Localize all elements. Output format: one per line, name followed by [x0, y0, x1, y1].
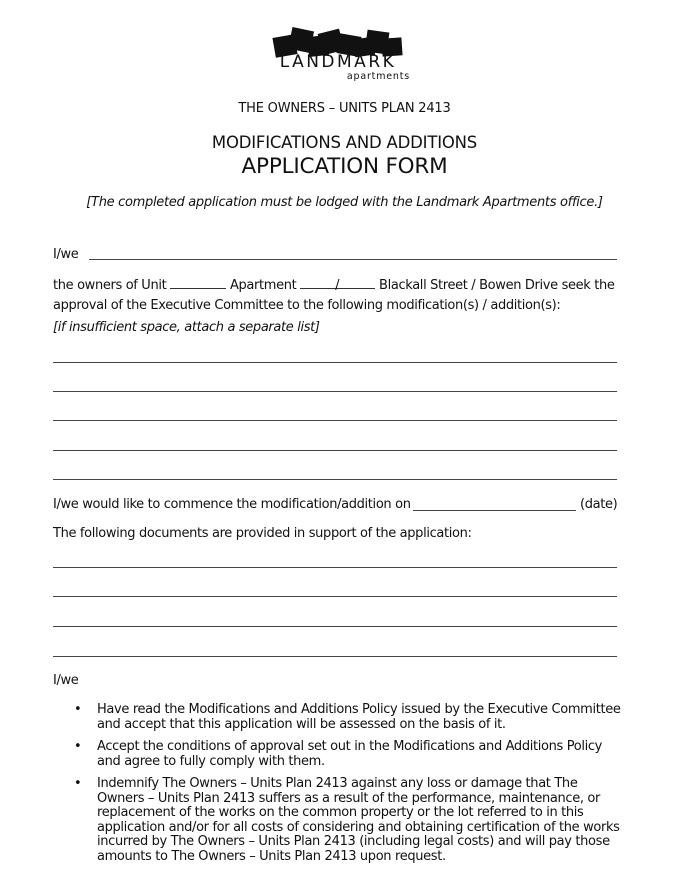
document-line-4[interactable] [53, 656, 617, 657]
bullet-icon: • [74, 739, 82, 754]
declaration-line: and accept that this application will be assessed on the basis of it. [97, 716, 506, 732]
lodging-instruction: [The completed application must be lodged with the Landmark Apartments office.] [86, 195, 603, 210]
approval-text: approval of the Executive Committee to the following modification(s) / addition(s): [53, 298, 561, 313]
modification-line-1[interactable] [53, 362, 617, 363]
declaration-item-1 [97, 703, 627, 732]
street-text: Blackall Street / Bowen Drive seek the [379, 278, 615, 293]
document-line-2[interactable] [53, 596, 617, 597]
declaration-line: amounts to The Owners – Units Plan 2413 upon request. [97, 848, 446, 864]
applicant-name-field[interactable] [89, 259, 617, 260]
owners-of-unit-label: the owners of Unit [53, 278, 167, 293]
commence-date-field[interactable] [413, 510, 576, 511]
declaration-item-2 [97, 740, 627, 769]
declaration-line: Indemnify The Owners – Units Plan 2413 against any loss or damage that The [97, 776, 578, 791]
logo-wordmark: LANDMARK [279, 52, 397, 72]
declaration-line: incurred by The Owners – Units Plan 2413 (including legal costs) and will pay those [97, 834, 610, 850]
logo-tagline: apartments [346, 71, 410, 82]
bullet-icon: • [74, 776, 82, 791]
declaration-line: application and/or for all costs of considering and obtaining certification of the works [97, 819, 620, 835]
documents-label: The following documents are provided in support of the application: [53, 526, 472, 541]
document-line-1[interactable] [53, 567, 617, 568]
modification-line-2[interactable] [53, 391, 617, 392]
declaration-item-3 [97, 777, 627, 865]
apartment-separator: / [335, 278, 340, 293]
modification-line-3[interactable] [53, 420, 617, 421]
commence-label: I/we would like to commence the modification/addition on [53, 497, 411, 512]
declaration-line: and agree to fully comply with them. [97, 753, 325, 769]
declaration-line: Accept the conditions of approval set out in the Modifications and Additions Policy [97, 739, 603, 754]
date-suffix: (date) [580, 497, 618, 512]
modification-line-4[interactable] [53, 450, 617, 451]
declaration-label: I/we [53, 673, 79, 688]
bullet-icon: • [74, 702, 82, 717]
organisation-heading: THE OWNERS – UNITS PLAN 2413 [238, 101, 451, 116]
unit-number-field[interactable] [170, 276, 226, 289]
declaration-line: replacement of the works on the common property or the lot referred to in this [97, 805, 584, 821]
apartment-field-1[interactable] [300, 276, 338, 289]
declaration-line: Have read the Modifications and Additions Policy issued by the Executive Committee [97, 702, 621, 717]
form-title-line1: MODIFICATIONS AND ADDITIONS [211, 133, 478, 152]
apartment-field-2[interactable] [338, 276, 375, 289]
declaration-line: Owners – Units Plan 2413 suffers as a result of the performance, maintenance, or [97, 790, 601, 806]
form-title-line2: APPLICATION FORM [241, 154, 448, 179]
space-note: [if insufficient space, attach a separate list] [53, 320, 320, 335]
applicant-label: I/we [53, 247, 79, 262]
owners-line [53, 276, 615, 293]
modification-line-5[interactable] [53, 479, 617, 480]
apartment-label: Apartment [229, 278, 297, 293]
document-line-3[interactable] [53, 626, 617, 627]
